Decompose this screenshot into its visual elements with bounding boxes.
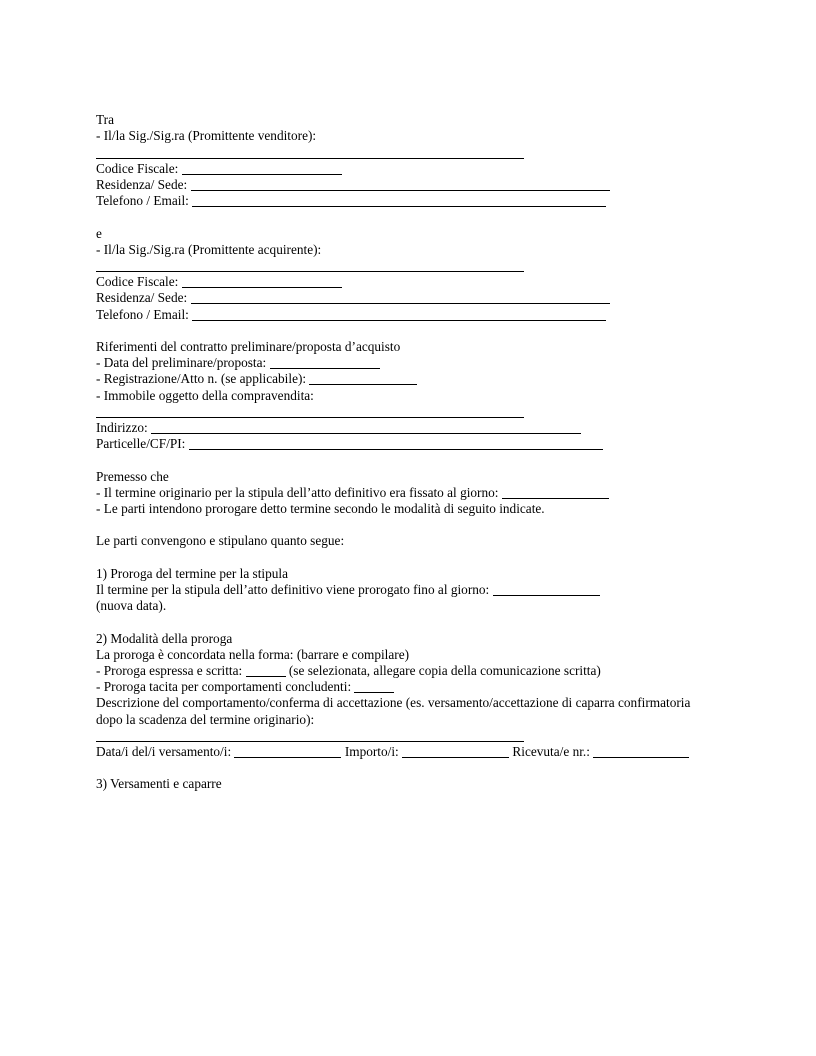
buyer-telefono-field[interactable] <box>96 307 720 323</box>
section-2-item-1-label: - Proroga espressa e scritta: <box>96 663 243 678</box>
indirizzo-field[interactable] <box>96 420 720 436</box>
seller-name-field[interactable] <box>96 145 720 161</box>
premesso-item-1-rule[interactable] <box>502 498 609 499</box>
section-2-item-2-label: - Proroga tacita per comportamenti concludenti: <box>96 679 352 695</box>
premesso-item-1-label: - Il termine originario per la stipula dell’atto definitivo era fissato al giorno: <box>96 484 499 500</box>
buyer-telefono-rule[interactable] <box>192 320 606 321</box>
buyer-telefono-label: Telefono / Email: <box>96 306 189 322</box>
seller-codice-fiscale-label: Codice Fiscale: <box>96 160 179 176</box>
section-1-body-post: (nuova data). <box>96 598 167 614</box>
buyer-name-field[interactable] <box>96 258 720 274</box>
riferimenti-data-rule[interactable] <box>270 368 380 369</box>
buyer-residenza-field[interactable] <box>96 290 720 306</box>
section-1-heading: 1) Proroga del termine per la stipula <box>96 565 289 581</box>
spacer <box>96 760 720 776</box>
versamento-importo-rule[interactable] <box>402 757 509 758</box>
indirizzo-rule[interactable] <box>151 433 581 434</box>
seller-codice-fiscale-rule[interactable] <box>182 174 342 175</box>
riferimenti-data-label: - Data del preliminare/proposta: <box>96 355 267 371</box>
buyer-party-label: - Il/la Sig./Sig.ra (Promittente acquirente): <box>96 241 322 257</box>
section-1-date-rule[interactable] <box>493 595 600 596</box>
section-1-body-label: Il termine per la stipula dell’atto definitivo viene prorogato fino al giorno: <box>96 582 490 597</box>
buyer-name-rule[interactable] <box>96 271 524 272</box>
buyer-residenza-rule[interactable] <box>191 303 610 304</box>
buyer-codice-fiscale-rule[interactable] <box>182 287 342 288</box>
versamento-importo-label: Importo/i: <box>344 744 399 760</box>
section-2-item-2-checkbox-rule[interactable] <box>354 692 394 693</box>
versamento-data-label: Data/i del/i versamento/i: <box>96 744 232 760</box>
spacer <box>96 209 720 225</box>
seller-residenza-rule[interactable] <box>191 190 610 191</box>
riferimenti-registrazione-label: - Registrazione/Atto n. (se applicabile): <box>96 371 307 387</box>
seller-residenza-label: Residenza/ Sede: <box>96 177 188 192</box>
riferimenti-registrazione-rule[interactable] <box>309 384 417 385</box>
section-2-intro: La proroga è concordata nella forma: (barrare e compilare) <box>96 646 410 662</box>
section-2-item-1-checkbox-rule[interactable] <box>246 676 286 677</box>
section-2-descrizione-label: Descrizione del comportamento/conferma di accettazione (es. versamento/accettazione di caparra confirmatoria dopo la scadenza del termine originario): <box>96 695 691 727</box>
spacer <box>96 323 720 339</box>
versamento-row[interactable] <box>96 744 720 760</box>
section-1-body[interactable] <box>96 582 720 598</box>
premesso-heading: Premesso che <box>96 468 169 484</box>
seller-codice-fiscale-field[interactable] <box>96 161 720 177</box>
section-2-item-2[interactable] <box>96 679 720 695</box>
seller-residenza-field[interactable] <box>96 177 720 193</box>
seller-party-label: - Il/la Sig./Sig.ra (Promittente venditore): <box>96 128 317 144</box>
premesso-item-2: - Le parti intendono prorogare detto termine secondo le modalità di seguito indicate. <box>96 501 545 517</box>
seller-telefono-field[interactable] <box>96 193 720 209</box>
versamento-ricevuta-label: Ricevuta/e nr.: <box>512 744 590 760</box>
descrizione-rule[interactable] <box>96 741 524 742</box>
spacer <box>96 550 720 566</box>
buyer-codice-fiscale-label: Codice Fiscale: <box>96 274 179 290</box>
riferimenti-registrazione-field[interactable] <box>96 371 720 387</box>
particelle-label: Particelle/CF/PI: <box>96 436 186 452</box>
e-label: e <box>96 225 102 241</box>
spacer <box>96 96 720 112</box>
indirizzo-label: Indirizzo: <box>96 420 148 436</box>
immobile-field[interactable] <box>96 404 720 420</box>
premesso-item-1[interactable] <box>96 485 720 501</box>
riferimenti-immobile-label: - Immobile oggetto della compravendita: <box>96 387 314 403</box>
convengono-line: Le parti convengono e stipulano quanto segue: <box>96 533 345 549</box>
section-2-item-1-note: (se selezionata, allegare copia della comunicazione scritta) <box>288 663 601 678</box>
riferimenti-heading: Riferimenti del contratto preliminare/proposta d’acquisto <box>96 339 401 354</box>
particelle-field[interactable] <box>96 436 720 452</box>
section-2-heading: 2) Modalità della proroga <box>96 630 233 646</box>
tra-label: Tra <box>96 112 114 128</box>
seller-telefono-label: Telefono / Email: <box>96 193 189 209</box>
riferimenti-data-field[interactable] <box>96 355 720 371</box>
spacer <box>96 452 720 468</box>
seller-telefono-rule[interactable] <box>192 206 606 207</box>
spacer <box>96 517 720 533</box>
versamento-ricevuta-rule[interactable] <box>593 757 689 758</box>
buyer-residenza-label: Residenza/ Sede: <box>96 290 188 306</box>
document-body <box>96 96 720 793</box>
versamento-data-rule[interactable] <box>234 757 341 758</box>
seller-name-rule[interactable] <box>96 158 524 159</box>
buyer-codice-fiscale-field[interactable] <box>96 274 720 290</box>
spacer <box>96 614 720 630</box>
section-3-heading: 3) Versamenti e caparre <box>96 776 222 792</box>
descrizione-field[interactable] <box>96 728 720 744</box>
immobile-rule[interactable] <box>96 417 524 418</box>
particelle-rule[interactable] <box>189 449 603 450</box>
section-2-item-1[interactable] <box>96 663 720 679</box>
